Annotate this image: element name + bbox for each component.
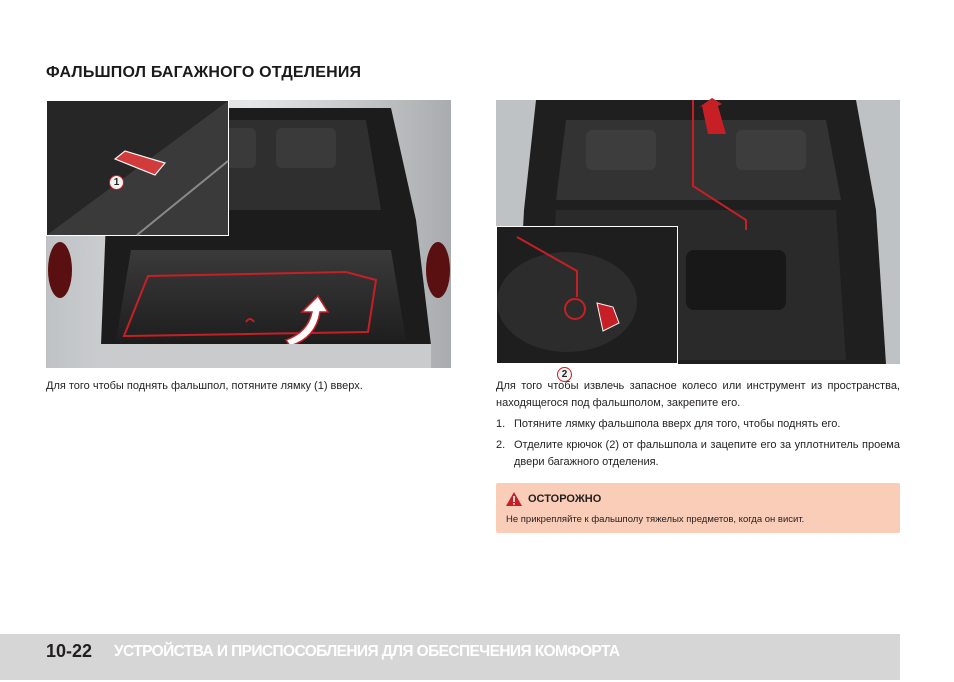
strap-detail-inset xyxy=(46,100,229,236)
warning-title: ОСТОРОЖНО xyxy=(528,493,602,505)
chapter-title: УСТРОЙСТВА И ПРИСПОСОБЛЕНИЯ ДЛЯ ОБЕСПЕЧЕНИЯ КОМФОРТА xyxy=(114,643,620,660)
step-item xyxy=(496,416,900,433)
warning-box xyxy=(496,483,900,533)
hooked-floor-photo xyxy=(496,100,900,380)
left-instruction: Для того чтобы поднять фальшпол, потяните лямку (1) вверх. xyxy=(46,380,363,392)
page-number: 10-22 xyxy=(46,641,93,661)
step-text: Отделите крючок (2) от фальшпола и зацепите его за уплотнитель проема двери багажного отделения. xyxy=(514,439,900,468)
right-instructions xyxy=(496,378,900,475)
callout-1: 1 xyxy=(109,175,124,190)
step-number: 1. xyxy=(496,418,506,430)
hook-detail-inset xyxy=(496,226,678,380)
trunk-floor-photo xyxy=(46,100,451,368)
callout-2: 2 xyxy=(557,367,572,382)
warning-triangle-icon xyxy=(505,491,523,507)
intro-paragraph: Для того чтобы извлечь запасное колесо или инструмент из пространства, находящегося под фальшполом, закрепите его. xyxy=(496,380,900,409)
steps-list xyxy=(496,416,900,471)
step-number: 2. xyxy=(496,439,506,451)
page-footer xyxy=(0,634,900,680)
step-text: Потяните лямку фальшпола вверх для того, чтобы поднять его. xyxy=(514,418,841,430)
warning-text: Не прикрепляйте к фальшполу тяжелых предметов, когда он висит. xyxy=(506,514,805,525)
section-title: ФАЛЬШПОЛ БАГАЖНОГО ОТДЕЛЕНИЯ xyxy=(46,64,362,81)
step-item xyxy=(496,437,900,471)
